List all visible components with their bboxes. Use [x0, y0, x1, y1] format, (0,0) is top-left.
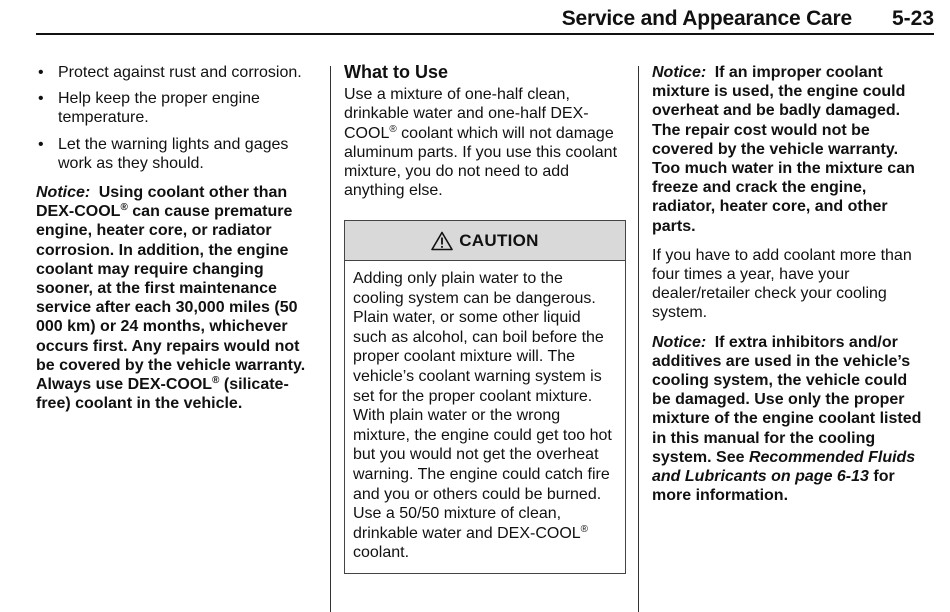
column-3 — [652, 63, 927, 505]
what-to-use-heading: What to Use — [344, 62, 449, 82]
caution-title: CAUTION — [459, 230, 539, 250]
notice-label: Notice: — [652, 64, 707, 81]
warning-triangle-icon — [431, 231, 453, 251]
page-number: 5-23 — [891, 7, 934, 30]
caution-text: Adding only plain water to the cooling system can be dangerous. Plain water, or some other liquid such as alcohol, can boil before the proper coolant mixture will. The vehicle’s coolant warning system is set for the proper coolant mixture. With plain water or the wrong mixture, the engine could get too hot but you would not get the overheat warning. The engine could catch fire and you or others could be burned. Use a 50/50 mixture of clean, drinkable water and DEX-COOL® coolant. — [353, 270, 612, 562]
section-title: Service and Appearance Care — [561, 7, 852, 30]
header-rule — [36, 33, 934, 35]
bullet-list — [36, 63, 321, 173]
column-divider-1 — [330, 66, 331, 612]
what-to-use-paragraph: Use a mixture of one-half clean, drinkable water and one-half DEX-COOL® coolant which will not damage aluminum parts. If you use this coolant mixture, you do not need to add anything else. — [344, 86, 618, 200]
notice-label: Notice: — [36, 184, 91, 202]
notice-improper-mixture: Notice: If an improper coolant mixture is used, the engine could overheat and be badly damaged. The repair cost would not be covered by the vehicle warranty. Too much water in the mixture can freeze and crack the engine, radiator, heater core, and other parts. — [652, 64, 915, 235]
column-divider-2 — [638, 66, 639, 612]
column-1 — [36, 63, 321, 413]
bullet-icon: • — [38, 64, 44, 81]
coolant-check-paragraph: If you have to add coolant more than four times a year, have your dealer/retailer check your cooling system. — [652, 246, 912, 322]
list-item: • Let the warning lights and gages work as they should. — [38, 135, 289, 172]
notice-inhibitors: Notice: If extra inhibitors and/or additives are used in the vehicle’s cooling system, the vehicle could be damaged. Use only the proper mixture of the engine coolant listed in this manual for the cooling system. See Recommended Fluids and Lubricants on page 6-13 for more information. — [652, 333, 922, 505]
notice-coolant-type: Notice: Using coolant other than DEX-COOL® can cause premature engine, heater core, or radiator corrosion. In addition, the engine coolant may require changing sooner, at the first maintenance service after each 30,000 miles (50 000 km) or 24 months, whichever occurs first. Any repairs would not be covered by the vehicle warranty. Always use DEX-COOL® (silicate-free) coolant in the vehicle. — [36, 184, 306, 413]
list-item: • Help keep the proper engine temperature. — [38, 90, 260, 127]
page-header — [36, 0, 934, 36]
cross-reference-link[interactable]: Recommended Fluids and Lubricants on page 6-13 — [652, 448, 916, 486]
notice-label: Notice: — [652, 333, 707, 351]
bullet-icon: • — [38, 90, 44, 108]
column-2 — [344, 63, 629, 200]
list-item: • Protect against rust and corrosion. — [38, 64, 302, 81]
bullet-icon: • — [38, 135, 44, 153]
caution-box — [344, 220, 626, 574]
caution-header — [345, 221, 625, 261]
